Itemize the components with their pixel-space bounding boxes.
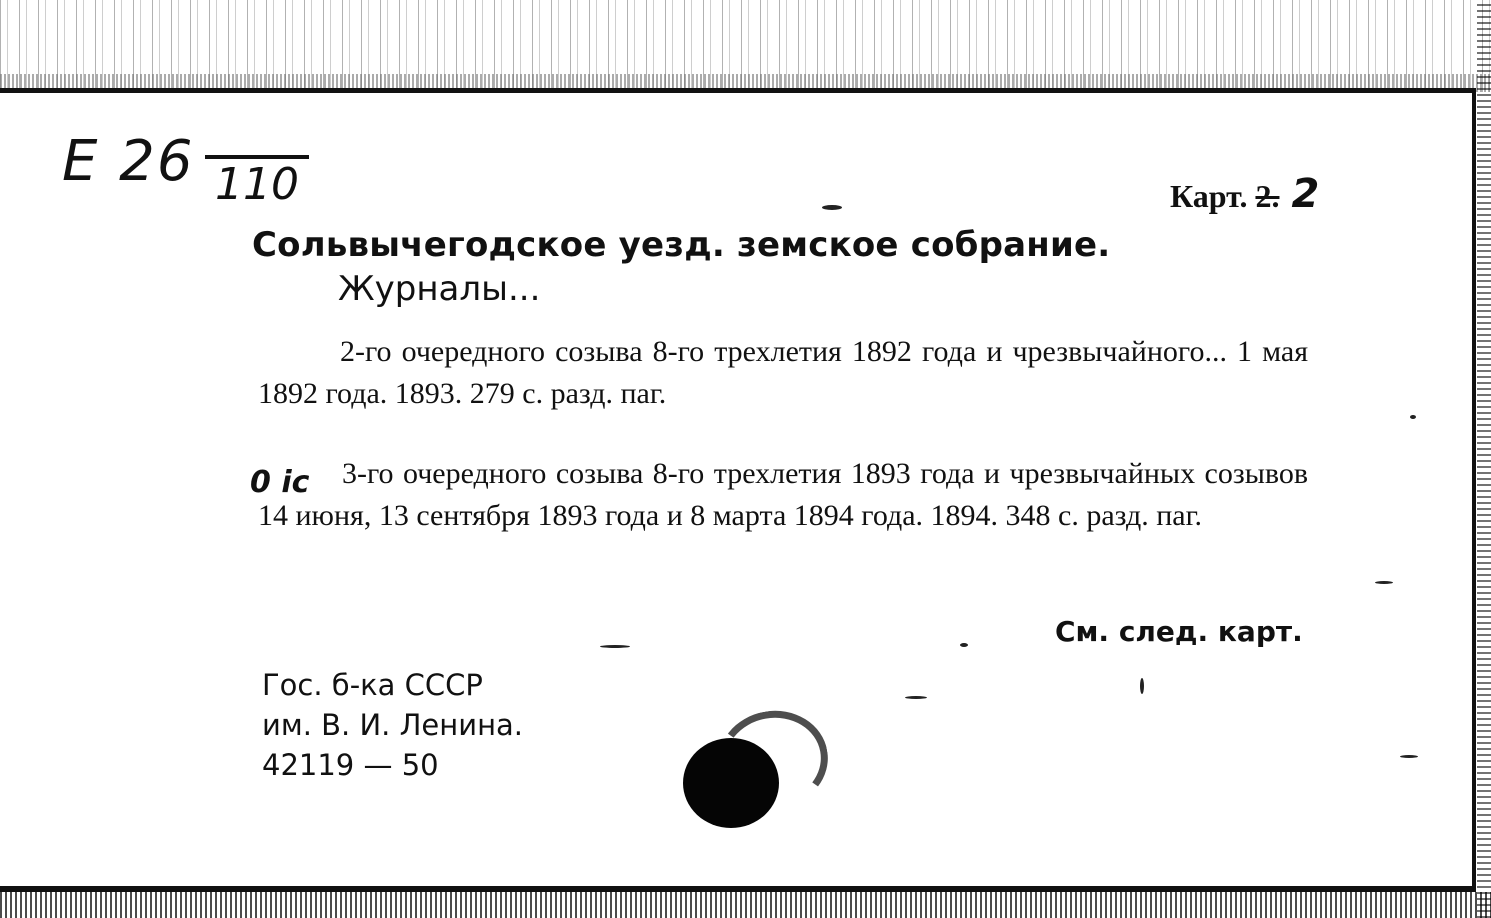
card-number-handwritten: 2 bbox=[1291, 171, 1320, 217]
shelfmark-denominator: 110 bbox=[205, 155, 309, 211]
library-catalog-card bbox=[0, 88, 1476, 892]
entry-2: 3-го очередного созыва 8-го трехлетия 1893 года и чрезвычайных созывов 14 июня, 13 сентября 1893 года и 8 марта 1894 года. 1894. 348 с. разд. паг. bbox=[258, 457, 1308, 532]
card-number-struck: 2. bbox=[1255, 178, 1280, 214]
card-heading: Сольвычегодское уезд. земское собрание. bbox=[252, 225, 1111, 265]
scan-speck bbox=[822, 205, 842, 210]
scan-edge-top bbox=[0, 0, 1491, 92]
scan-edge-right bbox=[1477, 0, 1491, 918]
punch-hole bbox=[683, 738, 779, 828]
see-next-card-note: См. след. карт. bbox=[1055, 615, 1303, 648]
scan-speck bbox=[1400, 755, 1418, 758]
shelfmark-number: E 26 bbox=[62, 129, 195, 194]
scan-speck bbox=[1375, 581, 1393, 584]
scan-speck bbox=[1140, 678, 1144, 694]
scan-speck bbox=[600, 645, 630, 648]
library-imprint bbox=[262, 665, 523, 785]
imprint-line-3: 42119 — 50 bbox=[262, 748, 439, 782]
card-number-label: Карт. bbox=[1170, 178, 1248, 214]
imprint-line-1: Гос. б-ка СССР bbox=[262, 668, 483, 702]
scan-speck bbox=[960, 643, 968, 647]
card-subheading: Журналы... bbox=[338, 269, 541, 309]
scan-speck bbox=[1410, 415, 1416, 419]
entry-2-handwritten-mark: 0 ic bbox=[250, 465, 310, 500]
entry-1: 2-го очередного созыва 8-го трехлетия 1892 года и чрезвычайного... 1 мая 1892 года. 1893. 279 с. разд. паг. bbox=[258, 335, 1308, 410]
imprint-line-2: им. В. И. Ленина. bbox=[262, 708, 524, 742]
scan-speck bbox=[905, 696, 927, 699]
card-number bbox=[1170, 171, 1319, 217]
scan-edge-bottom bbox=[0, 892, 1491, 918]
